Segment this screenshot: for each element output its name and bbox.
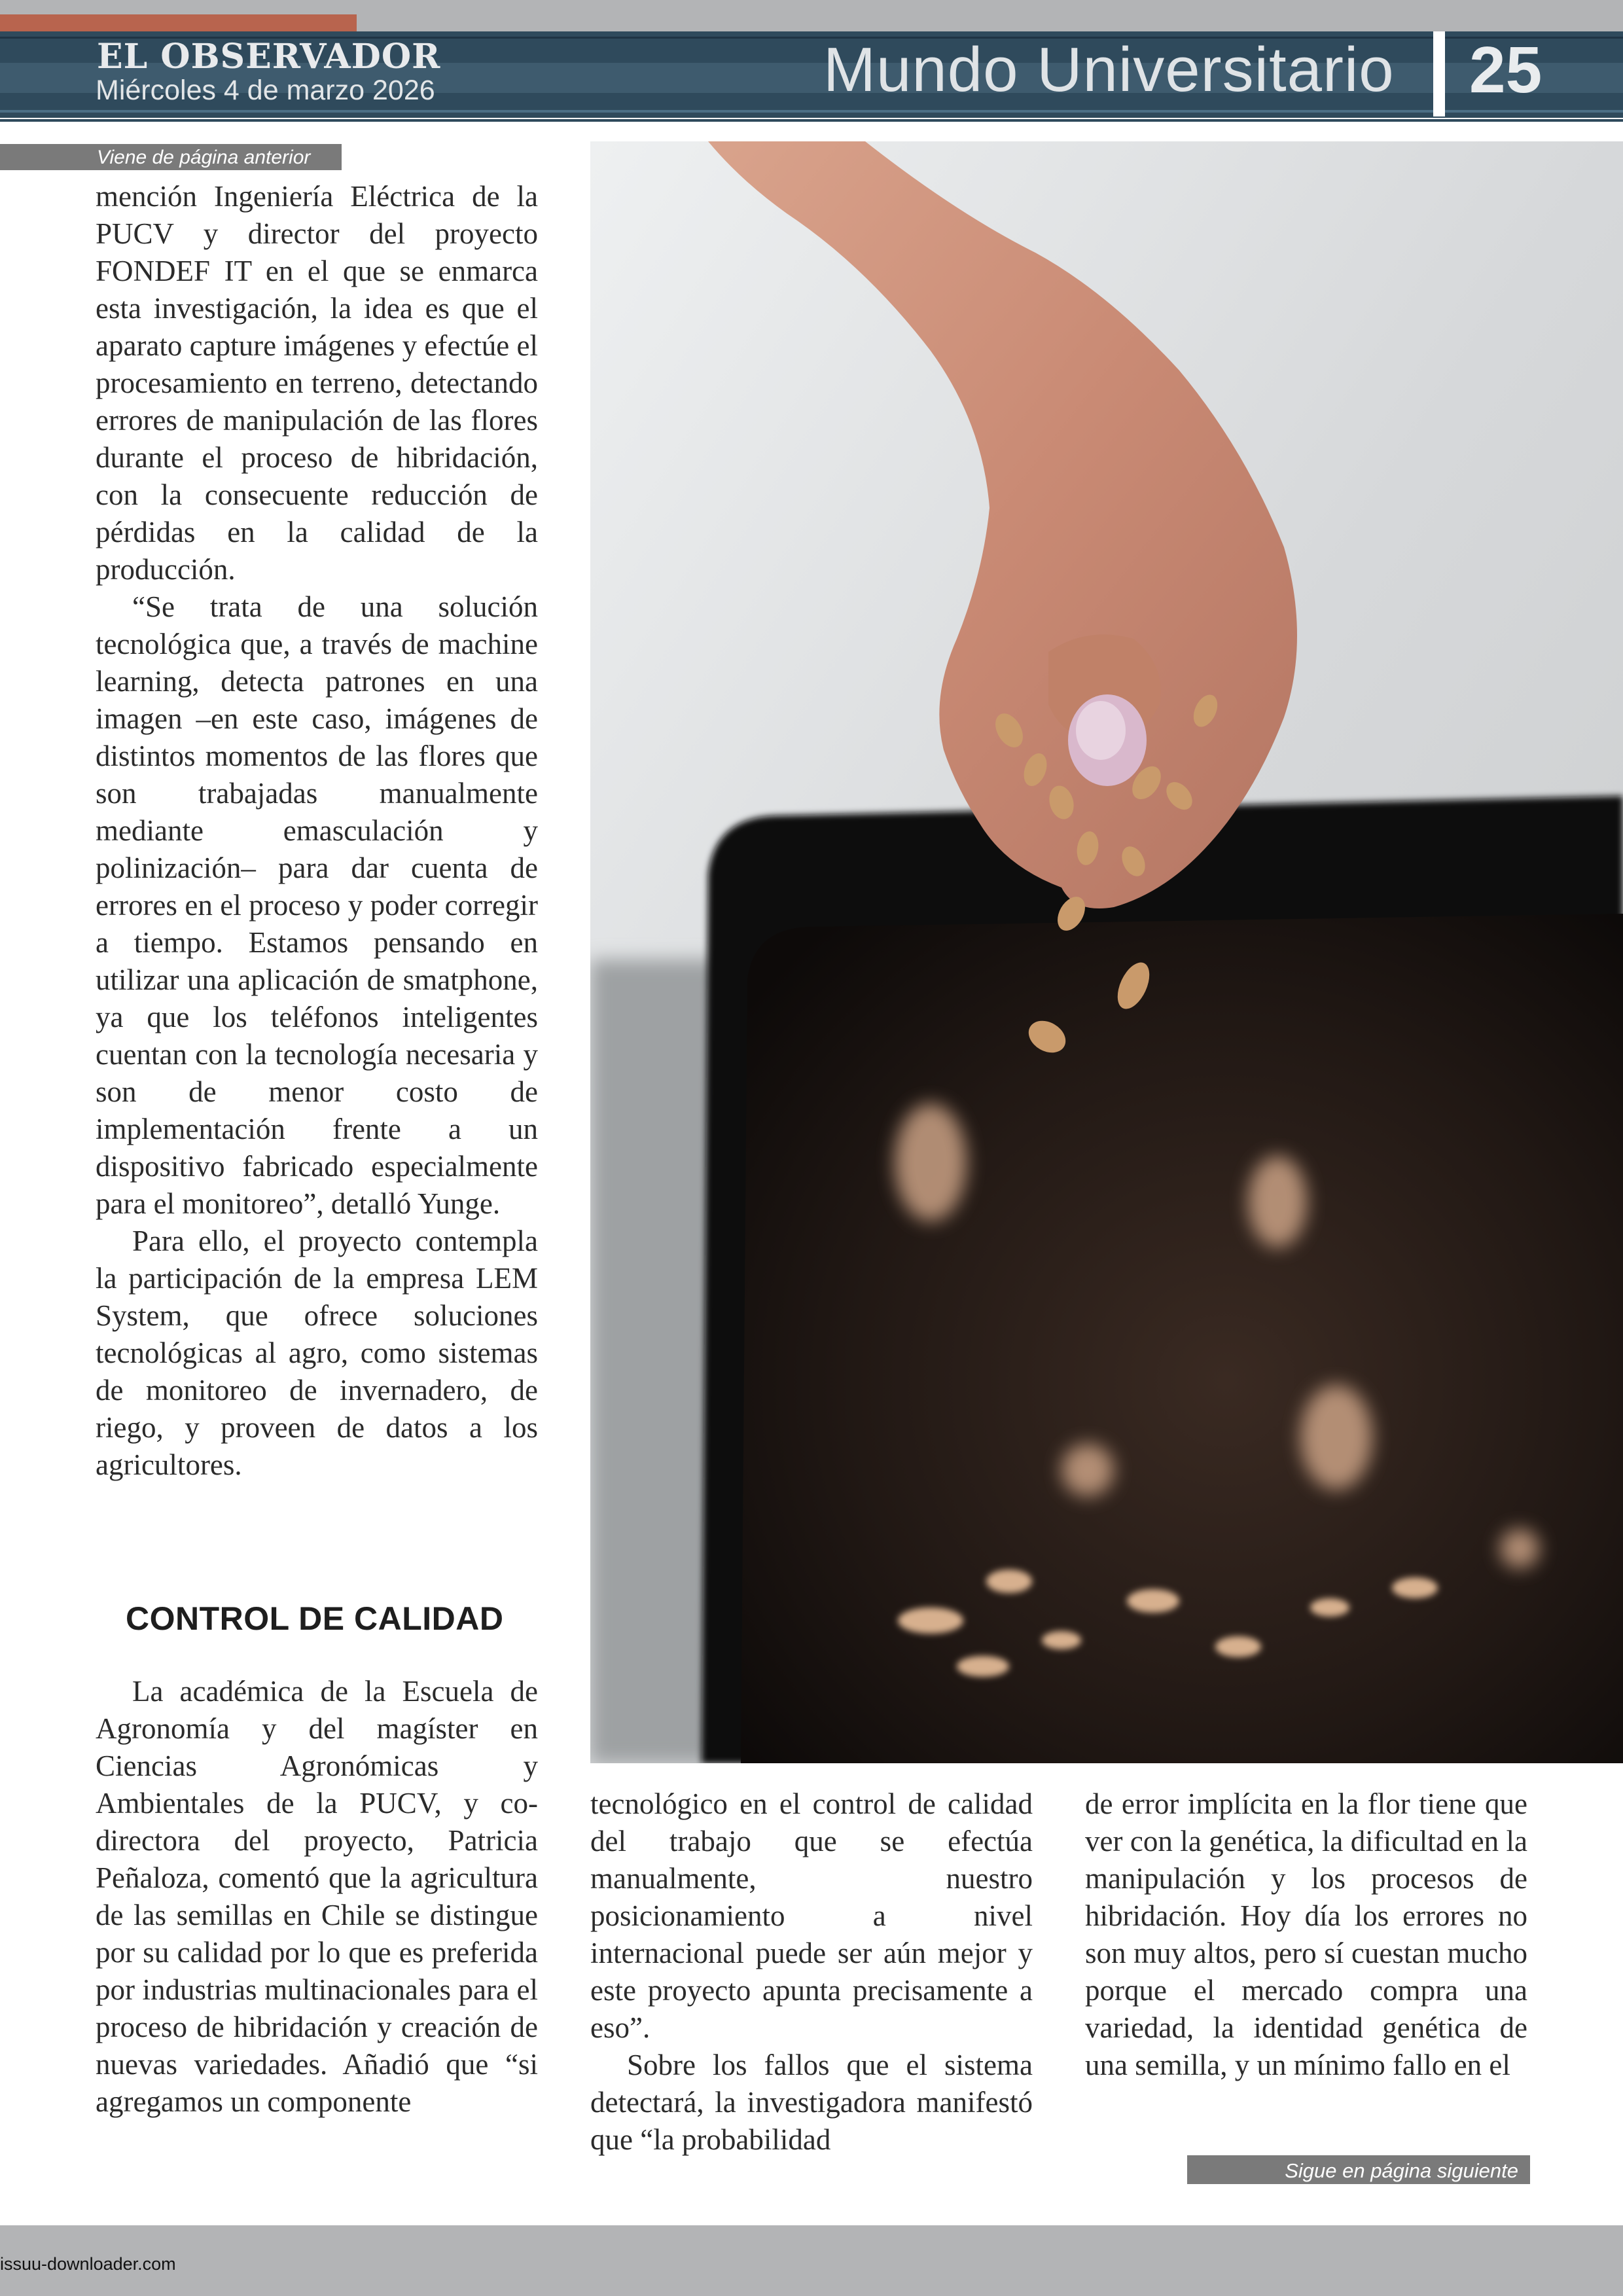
paragraph: de error implícita en la flor tiene que ver con la genética, la dificultad en la manipulación y los procesos de hibridación. Hoy día los errores no son muy altos, pero sí cuestan mucho porque el mercado compra una variedad, la identidad genética de una semilla, y un mínimo fallo en el [1085, 1787, 1527, 2081]
continued-to-label [1187, 2155, 1530, 2184]
section-title: Mundo Universitario [823, 35, 1395, 105]
masthead-rule-bottom [0, 119, 1623, 122]
article-photo [590, 141, 1623, 1763]
subheading: CONTROL DE CALIDAD [126, 1600, 504, 1637]
paragraph: Para ello, el proyecto contempla la participación de la empresa LEM System, que ofrece soluciones tecnológicas al agro, como sistemas de monitoreo de invernadero, de riego, y proveen de datos a los agricultores. [96, 1225, 538, 1481]
page-number: 25 [1469, 33, 1543, 107]
paragraph: tecnológico en el control de calidad del trabajo que se efectúa manualmente, nuestro posicionamiento a nivel internacional puede ser aún mejor y este proyecto apunta precisamente a eso”. [590, 1787, 1033, 2044]
continued-to-text: Sigue en página siguiente [1285, 2159, 1518, 2182]
issue-date: Miércoles 4 de marzo 2026 [96, 75, 435, 106]
continued-from-label [0, 144, 342, 170]
article-column-1-lower [96, 1673, 538, 2121]
article-column-1 [96, 178, 538, 1484]
article-column-3 [1085, 1785, 1527, 2084]
paragraph: La académica de la Escuela de Agronomía y del magíster en Ciencias Agronómicas y Ambientales de la PUCV, y co-directora del proyecto, Patricia Peñaloza, comentó que la agricultura de las semillas en Chile se distingue por su calidad por lo que es preferida por industrias multinacionales para el proceso de hibridación y creación de nuevas variedades. Añadió que “si agregamos un componente [96, 1675, 538, 2118]
continued-from-text: Viene de página anterior [97, 147, 311, 168]
newspaper-name: EL OBSERVADOR [97, 37, 441, 77]
footer-bar [0, 2225, 1623, 2296]
paragraph: mención Ingeniería Eléctrica de la PUCV y director del proyecto FONDEF IT en el que se enmarca esta investigación, la idea es que el aparato capture imágenes y efectúe el procesamiento en terreno, detectando errores de manipulación de las flores durante el proceso de hibridación, con la consecuente reducción de pérdidas en la calidad de la producción. [96, 180, 538, 586]
header-divider [1433, 31, 1445, 117]
hand-sowing-seeds-image [590, 141, 1623, 1763]
source-watermark: issuu-downloader.com [0, 2254, 176, 2274]
top-accent-bar [0, 14, 357, 31]
article-column-2 [590, 1785, 1033, 2159]
paragraph: “Se trata de una solución tecnológica que, a través de machine learning, detecta patrones en una imagen –en este caso, imágenes de distintos momentos de las flores que son trabajadas manualmente mediante emasculación y polinización– para dar cuenta de errores en el proceso y poder corregir a tiempo. Estamos pensando en utilizar una aplicación de smatphone, ya que los teléfonos inteligentes cuentan con la tecnología necesaria y son de menor costo de implementación frente a un dispositivo fabricado especialmente para el monitoreo”, detalló Yunge. [96, 590, 538, 1220]
masthead-rule-lower [0, 110, 1623, 113]
paragraph: Sobre los fallos que el sistema detectará, la investigadora manifestó que “la probabilidad [590, 2049, 1033, 2156]
